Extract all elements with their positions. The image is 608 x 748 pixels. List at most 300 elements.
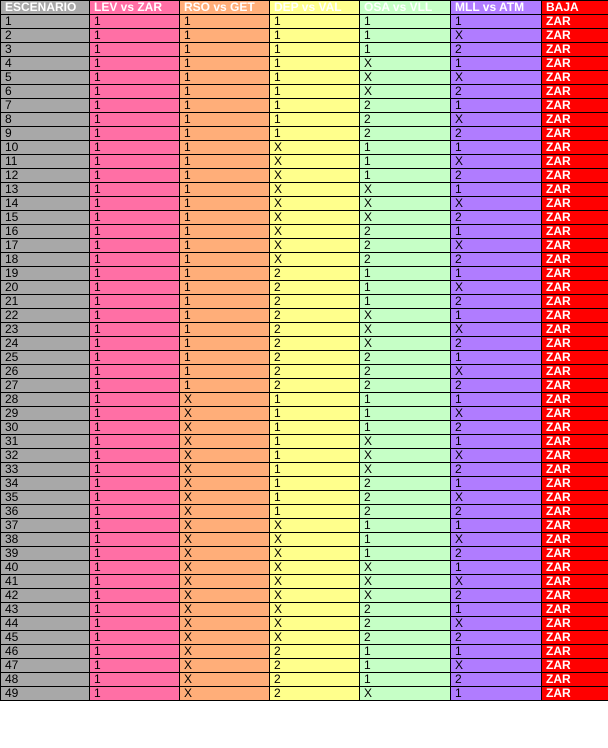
cell-dep-vs-val[interactable]: 1 — [270, 505, 360, 519]
cell-osa-vs-vll[interactable]: 2 — [360, 351, 451, 365]
cell-osa-vs-vll[interactable]: 2 — [360, 253, 451, 267]
cell-rso-vs-get[interactable]: X — [180, 533, 270, 547]
cell-dep-vs-val[interactable]: 2 — [270, 281, 360, 295]
cell-lev-vs-zar[interactable]: 1 — [90, 449, 180, 463]
cell-mll-vs-atm[interactable]: X — [451, 323, 542, 337]
cell-dep-vs-val[interactable]: 1 — [270, 477, 360, 491]
cell-escenario[interactable]: 39 — [1, 547, 90, 561]
cell-baja[interactable]: ZAR — [542, 603, 608, 617]
cell-lev-vs-zar[interactable]: 1 — [90, 197, 180, 211]
cell-mll-vs-atm[interactable]: 2 — [451, 463, 542, 477]
cell-lev-vs-zar[interactable]: 1 — [90, 239, 180, 253]
cell-rso-vs-get[interactable]: X — [180, 407, 270, 421]
column-header-rso-vs-get[interactable]: RSO vs GET — [180, 1, 270, 15]
cell-rso-vs-get[interactable]: X — [180, 547, 270, 561]
cell-dep-vs-val[interactable]: X — [270, 155, 360, 169]
cell-lev-vs-zar[interactable]: 1 — [90, 435, 180, 449]
cell-osa-vs-vll[interactable]: 1 — [360, 547, 451, 561]
cell-lev-vs-zar[interactable]: 1 — [90, 421, 180, 435]
cell-mll-vs-atm[interactable]: X — [451, 407, 542, 421]
cell-mll-vs-atm[interactable]: X — [451, 575, 542, 589]
cell-baja[interactable]: ZAR — [542, 197, 608, 211]
cell-lev-vs-zar[interactable]: 1 — [90, 561, 180, 575]
cell-mll-vs-atm[interactable]: 1 — [451, 687, 542, 701]
cell-baja[interactable]: ZAR — [542, 141, 608, 155]
cell-baja[interactable]: ZAR — [542, 491, 608, 505]
cell-mll-vs-atm[interactable]: 2 — [451, 253, 542, 267]
cell-rso-vs-get[interactable]: 1 — [180, 141, 270, 155]
cell-escenario[interactable]: 3 — [1, 43, 90, 57]
cell-lev-vs-zar[interactable]: 1 — [90, 155, 180, 169]
cell-baja[interactable]: ZAR — [542, 337, 608, 351]
cell-baja[interactable]: ZAR — [542, 631, 608, 645]
cell-dep-vs-val[interactable]: 2 — [270, 365, 360, 379]
cell-escenario[interactable]: 5 — [1, 71, 90, 85]
cell-escenario[interactable]: 44 — [1, 617, 90, 631]
cell-rso-vs-get[interactable]: X — [180, 491, 270, 505]
cell-osa-vs-vll[interactable]: 1 — [360, 15, 451, 29]
cell-dep-vs-val[interactable]: X — [270, 561, 360, 575]
cell-lev-vs-zar[interactable]: 1 — [90, 491, 180, 505]
cell-escenario[interactable]: 30 — [1, 421, 90, 435]
cell-dep-vs-val[interactable]: 1 — [270, 491, 360, 505]
cell-escenario[interactable]: 4 — [1, 57, 90, 71]
column-header-osa-vs-vll[interactable]: OSA vs VLL — [360, 1, 451, 15]
cell-lev-vs-zar[interactable]: 1 — [90, 295, 180, 309]
cell-lev-vs-zar[interactable]: 1 — [90, 323, 180, 337]
cell-escenario[interactable]: 26 — [1, 365, 90, 379]
cell-baja[interactable]: ZAR — [542, 15, 608, 29]
cell-escenario[interactable]: 42 — [1, 589, 90, 603]
cell-baja[interactable]: ZAR — [542, 253, 608, 267]
cell-escenario[interactable]: 10 — [1, 141, 90, 155]
cell-baja[interactable]: ZAR — [542, 393, 608, 407]
column-header-escenario[interactable]: ESCENARIO — [1, 1, 90, 15]
cell-lev-vs-zar[interactable]: 1 — [90, 281, 180, 295]
cell-mll-vs-atm[interactable]: 1 — [451, 519, 542, 533]
cell-mll-vs-atm[interactable]: 1 — [451, 645, 542, 659]
cell-baja[interactable]: ZAR — [542, 421, 608, 435]
cell-dep-vs-val[interactable]: X — [270, 169, 360, 183]
cell-lev-vs-zar[interactable]: 1 — [90, 631, 180, 645]
cell-rso-vs-get[interactable]: X — [180, 463, 270, 477]
cell-rso-vs-get[interactable]: 1 — [180, 29, 270, 43]
cell-osa-vs-vll[interactable]: 2 — [360, 603, 451, 617]
cell-escenario[interactable]: 36 — [1, 505, 90, 519]
cell-baja[interactable]: ZAR — [542, 463, 608, 477]
cell-lev-vs-zar[interactable]: 1 — [90, 533, 180, 547]
cell-lev-vs-zar[interactable]: 1 — [90, 15, 180, 29]
cell-lev-vs-zar[interactable]: 1 — [90, 617, 180, 631]
cell-baja[interactable]: ZAR — [542, 449, 608, 463]
cell-escenario[interactable]: 37 — [1, 519, 90, 533]
cell-osa-vs-vll[interactable]: 1 — [360, 533, 451, 547]
cell-baja[interactable]: ZAR — [542, 379, 608, 393]
cell-dep-vs-val[interactable]: X — [270, 617, 360, 631]
cell-escenario[interactable]: 28 — [1, 393, 90, 407]
cell-escenario[interactable]: 23 — [1, 323, 90, 337]
cell-lev-vs-zar[interactable]: 1 — [90, 673, 180, 687]
cell-escenario[interactable]: 13 — [1, 183, 90, 197]
cell-rso-vs-get[interactable]: 1 — [180, 113, 270, 127]
cell-rso-vs-get[interactable]: 1 — [180, 309, 270, 323]
cell-baja[interactable]: ZAR — [542, 617, 608, 631]
cell-dep-vs-val[interactable]: X — [270, 547, 360, 561]
cell-mll-vs-atm[interactable]: 1 — [451, 393, 542, 407]
cell-rso-vs-get[interactable]: 1 — [180, 351, 270, 365]
cell-lev-vs-zar[interactable]: 1 — [90, 141, 180, 155]
cell-rso-vs-get[interactable]: 1 — [180, 281, 270, 295]
cell-mll-vs-atm[interactable]: 1 — [451, 141, 542, 155]
cell-lev-vs-zar[interactable]: 1 — [90, 575, 180, 589]
column-header-baja[interactable]: BAJA — [542, 1, 608, 15]
cell-dep-vs-val[interactable]: X — [270, 253, 360, 267]
cell-rso-vs-get[interactable]: 1 — [180, 239, 270, 253]
cell-rso-vs-get[interactable]: 1 — [180, 379, 270, 393]
cell-osa-vs-vll[interactable]: 2 — [360, 491, 451, 505]
cell-mll-vs-atm[interactable]: X — [451, 659, 542, 673]
cell-baja[interactable]: ZAR — [542, 29, 608, 43]
cell-baja[interactable]: ZAR — [542, 645, 608, 659]
cell-baja[interactable]: ZAR — [542, 225, 608, 239]
cell-osa-vs-vll[interactable]: 1 — [360, 407, 451, 421]
cell-mll-vs-atm[interactable]: 1 — [451, 561, 542, 575]
cell-mll-vs-atm[interactable]: 1 — [451, 99, 542, 113]
cell-rso-vs-get[interactable]: 1 — [180, 183, 270, 197]
cell-lev-vs-zar[interactable]: 1 — [90, 519, 180, 533]
cell-lev-vs-zar[interactable]: 1 — [90, 309, 180, 323]
cell-osa-vs-vll[interactable]: 1 — [360, 267, 451, 281]
cell-dep-vs-val[interactable]: 1 — [270, 449, 360, 463]
cell-dep-vs-val[interactable]: 1 — [270, 99, 360, 113]
cell-rso-vs-get[interactable]: X — [180, 659, 270, 673]
cell-osa-vs-vll[interactable]: 1 — [360, 155, 451, 169]
cell-rso-vs-get[interactable]: X — [180, 561, 270, 575]
cell-rso-vs-get[interactable]: X — [180, 435, 270, 449]
cell-osa-vs-vll[interactable]: X — [360, 449, 451, 463]
cell-osa-vs-vll[interactable]: 1 — [360, 659, 451, 673]
cell-mll-vs-atm[interactable]: 1 — [451, 267, 542, 281]
cell-mll-vs-atm[interactable]: 2 — [451, 631, 542, 645]
cell-osa-vs-vll[interactable]: 1 — [360, 43, 451, 57]
cell-lev-vs-zar[interactable]: 1 — [90, 407, 180, 421]
cell-lev-vs-zar[interactable]: 1 — [90, 71, 180, 85]
cell-baja[interactable]: ZAR — [542, 477, 608, 491]
cell-mll-vs-atm[interactable]: X — [451, 155, 542, 169]
column-header-lev-vs-zar[interactable]: LEV vs ZAR — [90, 1, 180, 15]
cell-baja[interactable]: ZAR — [542, 267, 608, 281]
cell-osa-vs-vll[interactable]: X — [360, 71, 451, 85]
cell-escenario[interactable]: 31 — [1, 435, 90, 449]
cell-lev-vs-zar[interactable]: 1 — [90, 57, 180, 71]
column-header-mll-vs-atm[interactable]: MLL vs ATM — [451, 1, 542, 15]
cell-baja[interactable]: ZAR — [542, 351, 608, 365]
cell-osa-vs-vll[interactable]: 2 — [360, 477, 451, 491]
cell-dep-vs-val[interactable]: 2 — [270, 687, 360, 701]
cell-dep-vs-val[interactable]: 2 — [270, 659, 360, 673]
cell-baja[interactable]: ZAR — [542, 99, 608, 113]
cell-osa-vs-vll[interactable]: 1 — [360, 393, 451, 407]
cell-osa-vs-vll[interactable]: 2 — [360, 225, 451, 239]
cell-lev-vs-zar[interactable]: 1 — [90, 603, 180, 617]
cell-dep-vs-val[interactable]: X — [270, 197, 360, 211]
cell-baja[interactable]: ZAR — [542, 687, 608, 701]
cell-osa-vs-vll[interactable]: 2 — [360, 113, 451, 127]
cell-mll-vs-atm[interactable]: 1 — [451, 15, 542, 29]
cell-osa-vs-vll[interactable]: X — [360, 211, 451, 225]
cell-mll-vs-atm[interactable]: 1 — [451, 477, 542, 491]
cell-dep-vs-val[interactable]: X — [270, 533, 360, 547]
cell-dep-vs-val[interactable]: 2 — [270, 267, 360, 281]
cell-mll-vs-atm[interactable]: 2 — [451, 43, 542, 57]
cell-escenario[interactable]: 12 — [1, 169, 90, 183]
cell-rso-vs-get[interactable]: 1 — [180, 211, 270, 225]
cell-mll-vs-atm[interactable]: X — [451, 29, 542, 43]
cell-escenario[interactable]: 48 — [1, 673, 90, 687]
cell-escenario[interactable]: 49 — [1, 687, 90, 701]
cell-rso-vs-get[interactable]: 1 — [180, 71, 270, 85]
cell-rso-vs-get[interactable]: X — [180, 575, 270, 589]
cell-lev-vs-zar[interactable]: 1 — [90, 337, 180, 351]
cell-mll-vs-atm[interactable]: X — [451, 533, 542, 547]
cell-mll-vs-atm[interactable]: 1 — [451, 225, 542, 239]
cell-rso-vs-get[interactable]: X — [180, 603, 270, 617]
cell-escenario[interactable]: 33 — [1, 463, 90, 477]
cell-lev-vs-zar[interactable]: 1 — [90, 547, 180, 561]
cell-baja[interactable]: ZAR — [542, 239, 608, 253]
cell-baja[interactable]: ZAR — [542, 533, 608, 547]
cell-osa-vs-vll[interactable]: 2 — [360, 617, 451, 631]
cell-lev-vs-zar[interactable]: 1 — [90, 43, 180, 57]
cell-mll-vs-atm[interactable]: X — [451, 71, 542, 85]
cell-dep-vs-val[interactable]: 2 — [270, 673, 360, 687]
cell-baja[interactable]: ZAR — [542, 407, 608, 421]
cell-mll-vs-atm[interactable]: 1 — [451, 183, 542, 197]
cell-lev-vs-zar[interactable]: 1 — [90, 463, 180, 477]
cell-osa-vs-vll[interactable]: X — [360, 197, 451, 211]
cell-escenario[interactable]: 45 — [1, 631, 90, 645]
cell-baja[interactable]: ZAR — [542, 71, 608, 85]
cell-lev-vs-zar[interactable]: 1 — [90, 267, 180, 281]
cell-escenario[interactable]: 43 — [1, 603, 90, 617]
cell-escenario[interactable]: 20 — [1, 281, 90, 295]
cell-escenario[interactable]: 17 — [1, 239, 90, 253]
cell-baja[interactable]: ZAR — [542, 295, 608, 309]
cell-escenario[interactable]: 9 — [1, 127, 90, 141]
cell-dep-vs-val[interactable]: 2 — [270, 323, 360, 337]
cell-lev-vs-zar[interactable]: 1 — [90, 393, 180, 407]
cell-dep-vs-val[interactable]: X — [270, 183, 360, 197]
cell-baja[interactable]: ZAR — [542, 659, 608, 673]
cell-dep-vs-val[interactable]: 1 — [270, 421, 360, 435]
cell-rso-vs-get[interactable]: 1 — [180, 337, 270, 351]
cell-escenario[interactable]: 34 — [1, 477, 90, 491]
cell-osa-vs-vll[interactable]: 1 — [360, 645, 451, 659]
cell-dep-vs-val[interactable]: X — [270, 589, 360, 603]
cell-dep-vs-val[interactable]: 2 — [270, 351, 360, 365]
cell-escenario[interactable]: 15 — [1, 211, 90, 225]
cell-osa-vs-vll[interactable]: 2 — [360, 239, 451, 253]
cell-dep-vs-val[interactable]: 1 — [270, 435, 360, 449]
cell-lev-vs-zar[interactable]: 1 — [90, 253, 180, 267]
cell-osa-vs-vll[interactable]: 1 — [360, 29, 451, 43]
cell-rso-vs-get[interactable]: X — [180, 449, 270, 463]
cell-mll-vs-atm[interactable]: 2 — [451, 337, 542, 351]
cell-baja[interactable]: ZAR — [542, 519, 608, 533]
cell-escenario[interactable]: 2 — [1, 29, 90, 43]
cell-dep-vs-val[interactable]: 1 — [270, 15, 360, 29]
cell-mll-vs-atm[interactable]: 1 — [451, 435, 542, 449]
cell-osa-vs-vll[interactable]: X — [360, 337, 451, 351]
cell-rso-vs-get[interactable]: 1 — [180, 253, 270, 267]
cell-rso-vs-get[interactable]: 1 — [180, 323, 270, 337]
cell-dep-vs-val[interactable]: 2 — [270, 645, 360, 659]
cell-escenario[interactable]: 19 — [1, 267, 90, 281]
cell-rso-vs-get[interactable]: X — [180, 631, 270, 645]
cell-baja[interactable]: ZAR — [542, 673, 608, 687]
cell-osa-vs-vll[interactable]: 1 — [360, 673, 451, 687]
cell-escenario[interactable]: 22 — [1, 309, 90, 323]
cell-dep-vs-val[interactable]: 1 — [270, 393, 360, 407]
cell-dep-vs-val[interactable]: 2 — [270, 309, 360, 323]
cell-escenario[interactable]: 27 — [1, 379, 90, 393]
cell-rso-vs-get[interactable]: 1 — [180, 169, 270, 183]
cell-baja[interactable]: ZAR — [542, 281, 608, 295]
cell-dep-vs-val[interactable]: 2 — [270, 337, 360, 351]
cell-mll-vs-atm[interactable]: 2 — [451, 379, 542, 393]
cell-lev-vs-zar[interactable]: 1 — [90, 365, 180, 379]
cell-baja[interactable]: ZAR — [542, 561, 608, 575]
cell-escenario[interactable]: 25 — [1, 351, 90, 365]
cell-escenario[interactable]: 7 — [1, 99, 90, 113]
cell-rso-vs-get[interactable]: 1 — [180, 197, 270, 211]
cell-dep-vs-val[interactable]: 1 — [270, 113, 360, 127]
cell-escenario[interactable]: 18 — [1, 253, 90, 267]
cell-dep-vs-val[interactable]: 1 — [270, 85, 360, 99]
cell-mll-vs-atm[interactable]: X — [451, 197, 542, 211]
cell-escenario[interactable]: 21 — [1, 295, 90, 309]
cell-dep-vs-val[interactable]: 1 — [270, 71, 360, 85]
cell-mll-vs-atm[interactable]: X — [451, 491, 542, 505]
cell-dep-vs-val[interactable]: 2 — [270, 295, 360, 309]
cell-dep-vs-val[interactable]: 1 — [270, 127, 360, 141]
cell-mll-vs-atm[interactable]: 2 — [451, 505, 542, 519]
cell-rso-vs-get[interactable]: 1 — [180, 127, 270, 141]
cell-lev-vs-zar[interactable]: 1 — [90, 477, 180, 491]
cell-lev-vs-zar[interactable]: 1 — [90, 505, 180, 519]
cell-baja[interactable]: ZAR — [542, 435, 608, 449]
cell-dep-vs-val[interactable]: X — [270, 141, 360, 155]
cell-mll-vs-atm[interactable]: 2 — [451, 547, 542, 561]
cell-rso-vs-get[interactable]: X — [180, 477, 270, 491]
cell-lev-vs-zar[interactable]: 1 — [90, 379, 180, 393]
cell-mll-vs-atm[interactable]: X — [451, 365, 542, 379]
cell-baja[interactable]: ZAR — [542, 505, 608, 519]
cell-lev-vs-zar[interactable]: 1 — [90, 183, 180, 197]
cell-rso-vs-get[interactable]: X — [180, 519, 270, 533]
cell-lev-vs-zar[interactable]: 1 — [90, 687, 180, 701]
cell-escenario[interactable]: 38 — [1, 533, 90, 547]
cell-rso-vs-get[interactable]: 1 — [180, 15, 270, 29]
cell-dep-vs-val[interactable]: X — [270, 519, 360, 533]
cell-mll-vs-atm[interactable]: 2 — [451, 421, 542, 435]
cell-osa-vs-vll[interactable]: 1 — [360, 281, 451, 295]
cell-mll-vs-atm[interactable]: 1 — [451, 603, 542, 617]
cell-mll-vs-atm[interactable]: 2 — [451, 295, 542, 309]
cell-osa-vs-vll[interactable]: X — [360, 85, 451, 99]
cell-osa-vs-vll[interactable]: 2 — [360, 127, 451, 141]
cell-lev-vs-zar[interactable]: 1 — [90, 659, 180, 673]
cell-lev-vs-zar[interactable]: 1 — [90, 29, 180, 43]
cell-mll-vs-atm[interactable]: 2 — [451, 673, 542, 687]
cell-osa-vs-vll[interactable]: 2 — [360, 365, 451, 379]
cell-baja[interactable]: ZAR — [542, 169, 608, 183]
cell-baja[interactable]: ZAR — [542, 57, 608, 71]
column-header-dep-vs-val[interactable]: DEP vs VAL — [270, 1, 360, 15]
cell-lev-vs-zar[interactable]: 1 — [90, 85, 180, 99]
cell-rso-vs-get[interactable]: 1 — [180, 43, 270, 57]
cell-rso-vs-get[interactable]: X — [180, 645, 270, 659]
cell-mll-vs-atm[interactable]: 1 — [451, 57, 542, 71]
cell-escenario[interactable]: 1 — [1, 15, 90, 29]
cell-rso-vs-get[interactable]: X — [180, 393, 270, 407]
cell-mll-vs-atm[interactable]: X — [451, 113, 542, 127]
cell-baja[interactable]: ZAR — [542, 183, 608, 197]
cell-dep-vs-val[interactable]: 1 — [270, 29, 360, 43]
cell-baja[interactable]: ZAR — [542, 309, 608, 323]
cell-rso-vs-get[interactable]: 1 — [180, 295, 270, 309]
cell-mll-vs-atm[interactable]: X — [451, 239, 542, 253]
cell-mll-vs-atm[interactable]: X — [451, 449, 542, 463]
cell-dep-vs-val[interactable]: 2 — [270, 379, 360, 393]
cell-osa-vs-vll[interactable]: 2 — [360, 631, 451, 645]
cell-rso-vs-get[interactable]: 1 — [180, 267, 270, 281]
cell-osa-vs-vll[interactable]: 1 — [360, 141, 451, 155]
cell-rso-vs-get[interactable]: 1 — [180, 57, 270, 71]
cell-osa-vs-vll[interactable]: X — [360, 183, 451, 197]
cell-escenario[interactable]: 29 — [1, 407, 90, 421]
cell-escenario[interactable]: 24 — [1, 337, 90, 351]
cell-osa-vs-vll[interactable]: 1 — [360, 519, 451, 533]
cell-dep-vs-val[interactable]: 1 — [270, 407, 360, 421]
cell-baja[interactable]: ZAR — [542, 127, 608, 141]
cell-osa-vs-vll[interactable]: X — [360, 57, 451, 71]
cell-escenario[interactable]: 35 — [1, 491, 90, 505]
cell-baja[interactable]: ZAR — [542, 113, 608, 127]
cell-dep-vs-val[interactable]: X — [270, 211, 360, 225]
cell-mll-vs-atm[interactable]: 2 — [451, 211, 542, 225]
cell-osa-vs-vll[interactable]: X — [360, 323, 451, 337]
cell-escenario[interactable]: 14 — [1, 197, 90, 211]
cell-lev-vs-zar[interactable]: 1 — [90, 351, 180, 365]
cell-mll-vs-atm[interactable]: X — [451, 281, 542, 295]
cell-baja[interactable]: ZAR — [542, 43, 608, 57]
cell-escenario[interactable]: 40 — [1, 561, 90, 575]
cell-mll-vs-atm[interactable]: 2 — [451, 589, 542, 603]
cell-osa-vs-vll[interactable]: 1 — [360, 169, 451, 183]
cell-escenario[interactable]: 47 — [1, 659, 90, 673]
cell-escenario[interactable]: 8 — [1, 113, 90, 127]
cell-osa-vs-vll[interactable]: X — [360, 687, 451, 701]
cell-rso-vs-get[interactable]: 1 — [180, 155, 270, 169]
cell-osa-vs-vll[interactable]: X — [360, 575, 451, 589]
cell-rso-vs-get[interactable]: 1 — [180, 99, 270, 113]
cell-lev-vs-zar[interactable]: 1 — [90, 99, 180, 113]
cell-dep-vs-val[interactable]: X — [270, 225, 360, 239]
cell-osa-vs-vll[interactable]: X — [360, 589, 451, 603]
cell-mll-vs-atm[interactable]: 2 — [451, 169, 542, 183]
cell-mll-vs-atm[interactable]: 2 — [451, 85, 542, 99]
